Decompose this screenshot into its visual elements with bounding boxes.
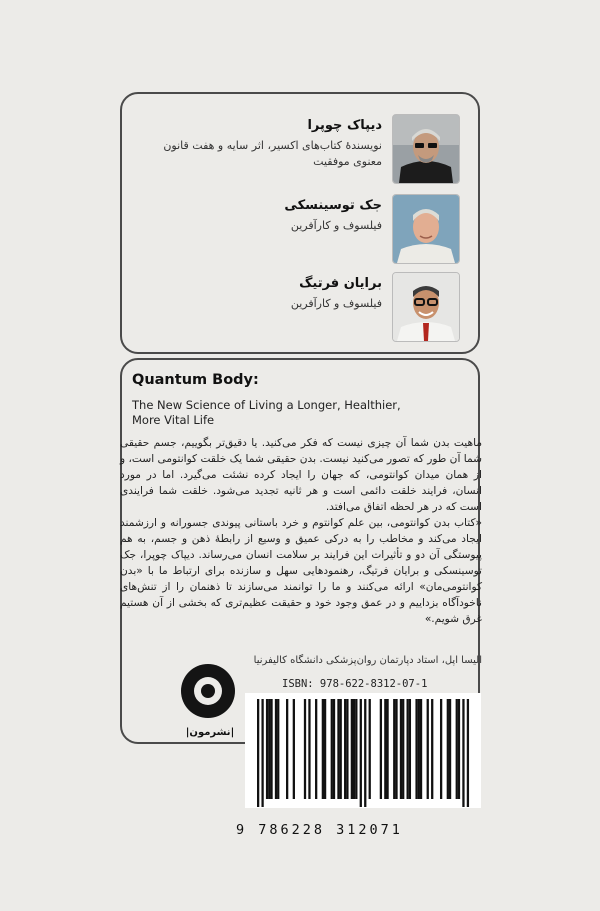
publisher-name: |نشرمون| <box>185 727 235 738</box>
barcode-bar <box>308 699 310 799</box>
author-3 <box>122 272 478 344</box>
barcode-bar <box>261 699 263 807</box>
author-2-role: فیلسوف و کارآفرین <box>290 219 382 232</box>
barcode-bar <box>393 699 395 799</box>
barcode-bar <box>462 699 464 807</box>
barcode-bar <box>304 699 306 799</box>
author-1 <box>122 114 478 186</box>
barcode-bar <box>415 699 417 799</box>
author-1-role: نویسندهٔ کتاب‌های اکسیر، اثر سایه و هفت قانون معنوی موفقیت <box>163 139 382 168</box>
description-text <box>120 435 482 627</box>
barcode-bar <box>351 699 353 799</box>
barcode-bar <box>324 699 326 799</box>
barcode <box>245 693 481 808</box>
barcode-bar <box>467 699 469 807</box>
barcode-bar <box>364 699 366 807</box>
author-1-name: دیپاک چوپرا <box>307 118 382 133</box>
barcode-number: 9 786228 312071 <box>236 822 403 838</box>
barcode-bar <box>322 699 324 799</box>
barcode-bar <box>456 699 458 799</box>
english-subtitle-line-2: More Vital Life <box>132 413 215 427</box>
barcode-bar <box>337 699 339 799</box>
barcode-bar <box>449 699 451 799</box>
barcode-bar <box>346 699 348 799</box>
barcode-bar <box>427 699 429 799</box>
barcode-bar <box>257 699 259 807</box>
barcode-bar <box>369 699 371 799</box>
barcode-bar <box>440 699 442 799</box>
description-paragraph-1: ماهیت بدن شما آن چیزی نیست که فکر می‌کنید. یا دقیق‌تر بگوییم، جسم حقیقی شما آن طور که تصور می‌کنید نیست. بدن حقیقی شما یک خلقت کوانتومی است، و از همان میدان کوانتومی، که جهان را ایجاد کرده نشئت می‌گیرد. اما در مورد انسان، فرایند خلقت دائمی است و هر ثانیه تجدید می‌شود. خلقت شما فرایندی است که در هر لحظه اتفاق می‌افتد. <box>120 437 482 513</box>
author-3-role: فیلسوف و کارآفرین <box>290 297 382 310</box>
endorsement-attribution: الیسا اپل، استاد دپارتمان روان‌پزشکی دانشگاه کالیفرنیا <box>253 655 482 666</box>
barcode-bar <box>333 699 335 799</box>
barcode-bar <box>331 699 333 799</box>
english-title-block <box>132 372 462 428</box>
author-2 <box>122 194 478 266</box>
barcode-bar <box>407 699 409 799</box>
barcode-bar <box>355 699 357 799</box>
barcode-bar <box>420 699 422 799</box>
barcode-bar <box>268 699 270 799</box>
barcode-bar <box>293 699 295 799</box>
barcode-bar <box>286 699 288 799</box>
publisher-logo-icon <box>178 661 238 721</box>
author-2-name: جک توسینسکی <box>284 198 382 213</box>
barcode-bar <box>266 699 268 799</box>
barcode-bar <box>418 699 420 799</box>
barcode-bar <box>315 699 317 799</box>
author-3-name: برایان فرتیگ <box>299 276 382 291</box>
barcode-bar <box>447 699 449 799</box>
barcode-bar <box>344 699 346 799</box>
english-subtitle-line-1: The New Science of Living a Longer, Healthier, <box>132 398 401 412</box>
authors-panel <box>120 92 480 354</box>
barcode-bar <box>402 699 404 799</box>
barcode-bar <box>275 699 277 799</box>
barcode-bar <box>431 699 433 799</box>
barcode-bar <box>270 699 272 799</box>
author-2-photo <box>392 194 460 264</box>
barcode-bar <box>340 699 342 799</box>
barcode-bar <box>380 699 382 799</box>
barcode-bar <box>458 699 460 799</box>
barcode-bar <box>277 699 279 799</box>
barcode-bar <box>360 699 362 807</box>
author-1-photo <box>392 114 460 184</box>
isbn-label: ISBN: 978-622-8312-07-1 <box>282 678 428 690</box>
description-paragraph-2: «کتاب بدن کوانتومی، بین علم کوانتوم و خرد باستانی پیوندی جسورانه و ارزشمند ایجاد می‌کند و مخاطب را به درکی عمیق و وسیع از رابطهٔ ذهن و جسم، به هم پیوستگی آن دو و تأثیرات این فرایند بر سلامت انسان می‌رساند. دیپاک چوپرا، جک توسینسکی و برایان فرتیگ، رهنمودهایی سهل و سازنده برای ارتباط ما با «بدن کوانتومی‌مان» ارائه می‌کنند و ما را توانمند می‌سازند تا ذهنمان را از تنش‌های ناخودآگاه بزداییم و در عمق وجود خود و حقیقت عظیم‌تری که بخشی از آن هستیم غرق شویم.» <box>120 517 482 625</box>
barcode-bar <box>353 699 355 799</box>
barcode-bar <box>395 699 397 799</box>
english-title: Quantum Body: <box>132 372 259 388</box>
barcode-bar <box>386 699 388 799</box>
barcode-bar <box>409 699 411 799</box>
barcode-bar <box>400 699 402 799</box>
barcode-bar <box>384 699 386 799</box>
author-3-photo <box>392 272 460 342</box>
